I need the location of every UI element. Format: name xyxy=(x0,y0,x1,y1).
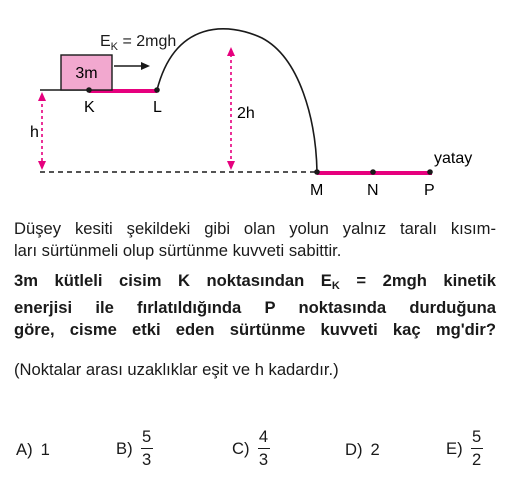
intro-line-2: ları sürtünmeli olup sürtünme kuvveti sabittir. xyxy=(14,241,342,260)
choice-b-label: B) xyxy=(116,438,133,458)
choice-d-label: D) xyxy=(345,440,363,459)
ek-label: $E_K = 2mgh$ xyxy=(100,33,177,53)
ek-subscript: K xyxy=(110,41,119,53)
choice-e-numerator: 5 xyxy=(471,427,482,446)
ek-value: 2mgh xyxy=(136,33,177,50)
ek-equals: = xyxy=(118,33,137,50)
stem-line-3: göre, cisme etki eden sürtünme kuvveti kaç mg'dir? xyxy=(14,320,496,339)
point-K-dot xyxy=(86,87,92,93)
answer-choices xyxy=(0,428,507,478)
choice-c-fraction xyxy=(258,428,270,469)
choice-a[interactable] xyxy=(16,440,50,460)
question-intro xyxy=(14,218,496,262)
choice-b[interactable] xyxy=(116,428,153,469)
choice-e[interactable] xyxy=(446,428,483,469)
choice-a-label: A) xyxy=(16,440,33,459)
stem-line-1-a: 3m kütleli cisim K noktasından E xyxy=(14,271,332,290)
choice-a-value: 1 xyxy=(40,440,50,459)
choice-c-numerator: 4 xyxy=(258,427,269,446)
choice-b-numerator: 5 xyxy=(141,427,152,446)
choice-c[interactable] xyxy=(232,428,270,469)
choice-e-denominator: 2 xyxy=(471,450,482,469)
question-stem xyxy=(14,270,496,341)
question-note xyxy=(14,359,496,381)
2h-arrow-top xyxy=(227,47,235,56)
point-P-dot xyxy=(427,169,433,175)
stem-line-1-sub: K xyxy=(331,280,340,292)
block-label: 3m xyxy=(75,65,98,82)
choice-b-denominator: 3 xyxy=(141,450,152,469)
point-N-dot xyxy=(370,169,376,175)
point-P-label: P xyxy=(424,182,435,199)
choice-e-label: E) xyxy=(446,438,463,458)
point-N-label: N xyxy=(367,182,379,199)
h-arrow-bottom xyxy=(38,161,46,170)
point-M-label: M xyxy=(310,182,324,199)
physics-figure xyxy=(0,0,507,210)
2h-label: 2h xyxy=(237,105,255,122)
stem-line-1-b: = 2mgh kinetik xyxy=(339,271,496,290)
choice-e-fraction xyxy=(471,428,483,469)
intro-line-1: Düşey kesiti şekildeki gibi olan yolun yalnız taralı kısım- xyxy=(14,219,496,238)
velocity-arrow-head xyxy=(141,62,150,70)
choice-c-fraction-bar xyxy=(258,448,270,449)
h-arrow-top xyxy=(38,92,46,101)
point-K-label: K xyxy=(84,99,95,116)
horizontal-label: yatay xyxy=(434,150,473,167)
point-L-label: L xyxy=(153,99,162,116)
point-L-dot xyxy=(154,87,160,93)
choice-c-label: C) xyxy=(232,438,250,458)
point-M-dot xyxy=(314,169,320,175)
stem-line-1 xyxy=(14,270,496,297)
choice-e-fraction-bar xyxy=(471,448,483,449)
choice-d-value: 2 xyxy=(370,440,380,459)
note-line: (Noktalar arası uzaklıklar eşit ve h kadardır.) xyxy=(14,360,339,379)
h-label: h xyxy=(30,124,39,141)
choice-d[interactable] xyxy=(345,440,380,460)
stem-line-2: enerjisi ile fırlatıldığında P noktasında durduğuna xyxy=(14,298,496,317)
2h-arrow-bottom xyxy=(227,161,235,170)
choice-b-fraction xyxy=(141,428,153,469)
curved-track xyxy=(157,29,317,172)
choice-b-fraction-bar xyxy=(141,448,153,449)
choice-c-denominator: 3 xyxy=(258,450,269,469)
